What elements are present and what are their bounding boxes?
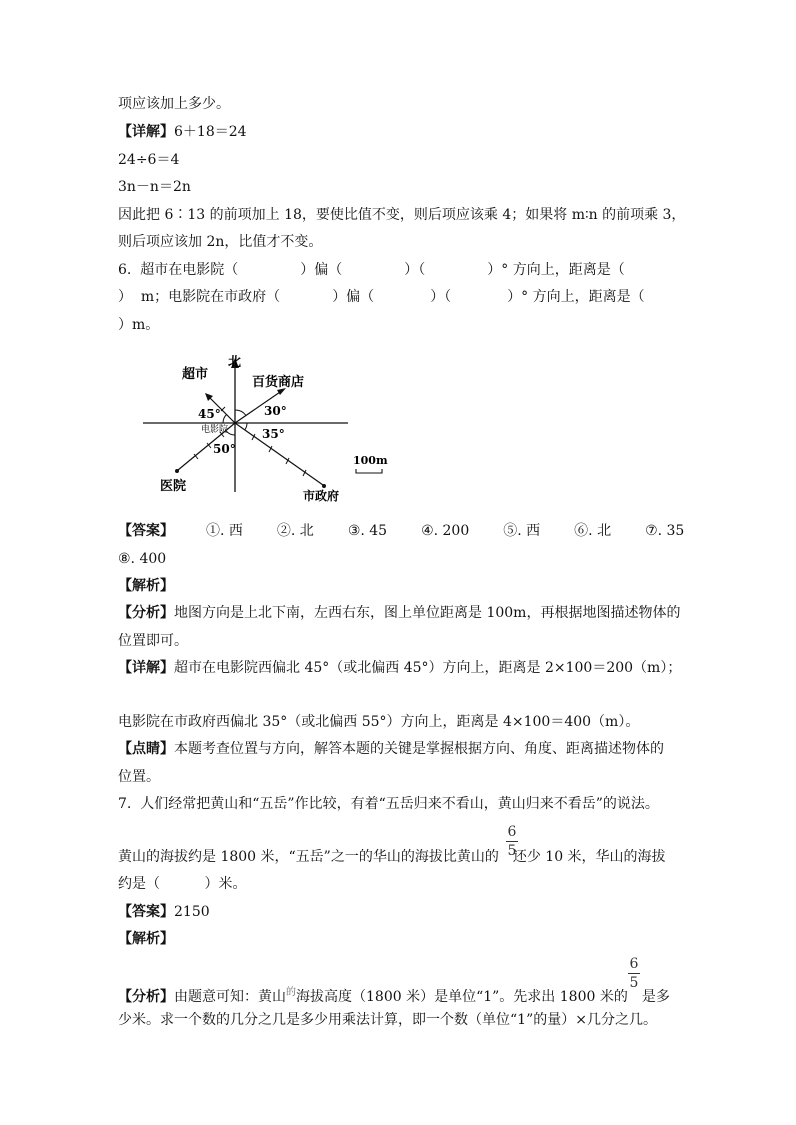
scale-label: 100m (353, 454, 388, 467)
question-7-line-1: 7. 人们经常把黄山和“五岳”作比较，有着“五岳归来不看山，黄山归来不看岳”的说法。 (118, 796, 659, 812)
question-6-line-3: ）m。 (118, 317, 160, 333)
question-6-line-2 (118, 287, 645, 307)
question-7-line-3: 约是（ ）米。 (118, 876, 247, 892)
question-6-line-1 (118, 260, 625, 280)
scale-bar (356, 469, 382, 473)
section-tag: 【详解】 (118, 124, 174, 140)
fenxi-text: 由题意可知：黄山 (174, 989, 286, 1005)
analysis-line: 位置即可。 (118, 633, 188, 649)
department-store-label: 百货商店 (252, 375, 305, 390)
xiangjie-tag: 【详解】 (118, 660, 174, 676)
q7-analysis-line (118, 983, 670, 1007)
q6-text: ） m；电影院在市政府（ (118, 289, 281, 305)
fraction-denominator: 5 (629, 975, 639, 991)
answer-value: 2150 (174, 904, 210, 920)
question-7-line-2 (118, 847, 666, 867)
fenxi-text: 是多 (641, 989, 670, 1005)
analysis-line (118, 603, 680, 623)
fenxi-text: 海拔高度（1800 米）是单位“1”。先求出 1800 米的 (296, 989, 628, 1005)
answer-item: ③. 45 (347, 523, 388, 539)
q7-answer-line (118, 902, 210, 922)
angle-label-50: 50° (213, 442, 236, 456)
fraction-numerator: 6 (629, 956, 639, 972)
hospital-label: 医院 (160, 479, 187, 494)
q6-text: 6. 超市在电影院（ (118, 262, 239, 278)
text-line (118, 122, 247, 142)
angle-label-30: 30° (264, 404, 287, 418)
answer-item: ⑥. 北 (574, 523, 612, 539)
q6-text: ）偏（ (300, 262, 343, 278)
answer-item: ⑦. 35 (645, 523, 685, 539)
equation: 24÷6＝4 (118, 152, 180, 168)
q6-answer-line (118, 521, 684, 541)
analysis-tag: 【解析】 (118, 578, 174, 594)
equation: 3n－n＝2n (118, 179, 191, 195)
q6-text: ）° 方向上，距离是（ (507, 289, 645, 305)
fraction-numerator: 6 (507, 824, 517, 840)
cinema-label: 电影院 (201, 425, 229, 435)
angle-arc-45 (223, 415, 227, 424)
q7-analysis-line: 少米。求一个数的几分之几是多少用乘法计算，即一个数（单位“1”的量）×几分之几。 (118, 1012, 657, 1028)
q6-text: ）（ (430, 289, 452, 305)
fenxi-text: 地图方向是上北下南，左西右东，图上单位距离是 100m，再根据地图描述物体的 (174, 605, 681, 621)
text-line: 则后项应该加 2n，比值才不变。 (118, 234, 323, 250)
angle-label-35: 35° (262, 427, 285, 441)
fenxi-text: 的 (286, 987, 296, 998)
detail-line (118, 658, 681, 678)
direction-diagram (140, 352, 400, 502)
fenxi-tag: 【分析】 (118, 989, 174, 1005)
detail-line: 电影院在市政府西偏北 35°（或北偏西 55°）方向上，距离是 4×100＝400（m）。 (118, 714, 640, 730)
angle-label-45: 45° (198, 407, 221, 421)
equation: 6＋18＝24 (174, 124, 247, 140)
dianjing-line: 位置。 (118, 769, 160, 785)
q6-text: ）（ (404, 262, 426, 278)
q7-text: 还少 10 米，华山的海拔 (512, 849, 666, 865)
analysis-tag: 【解析】 (118, 931, 174, 947)
answer-item: ⑤. 西 (503, 523, 541, 539)
city-hall-label: 市政府 (303, 489, 340, 502)
fraction-denominator: 5 (507, 843, 517, 859)
dianjing-line (118, 739, 664, 759)
xiangjie-text: 超市在电影院西偏北 45°（或北偏西 45°）方向上，距离是 2×100＝200（m）； (174, 660, 682, 676)
q6-text: ）° 方向上，距离是（ (487, 262, 625, 278)
answer-item: ⑧. 400 (118, 551, 167, 567)
text-line: 项应该加上多少。 (118, 96, 230, 112)
angle-arc-35 (245, 423, 247, 430)
answer-tag: 【答案】 (118, 904, 174, 920)
answer-item: ④. 200 (421, 523, 470, 539)
answer-item: ②. 北 (276, 523, 314, 539)
fenxi-tag: 【分析】 (118, 605, 174, 621)
north-label: 北 (228, 355, 242, 370)
dianjing-tag: 【点睛】 (118, 741, 174, 757)
angle-arc-30 (235, 410, 246, 416)
answer-tag: 【答案】 (118, 523, 174, 539)
dianjing-text: 本题考查位置与方向，解答本题的关键是掌握根据方向、角度、距离描述物体的 (174, 741, 664, 757)
q7-text: 黄山的海拔约是 1800 米，“五岳”之一的华山的海拔比黄山的 (118, 849, 499, 865)
text-line: 因此把 6∶13 的前项加上 18，要使比值不变，则后项应该乘 4；如果将 m∶n 的前项乘 3， (118, 207, 686, 223)
supermarket-label: 超市 (182, 367, 209, 382)
q6-text: ）偏（ (332, 289, 375, 305)
answer-item: ①. 西 (206, 523, 243, 539)
